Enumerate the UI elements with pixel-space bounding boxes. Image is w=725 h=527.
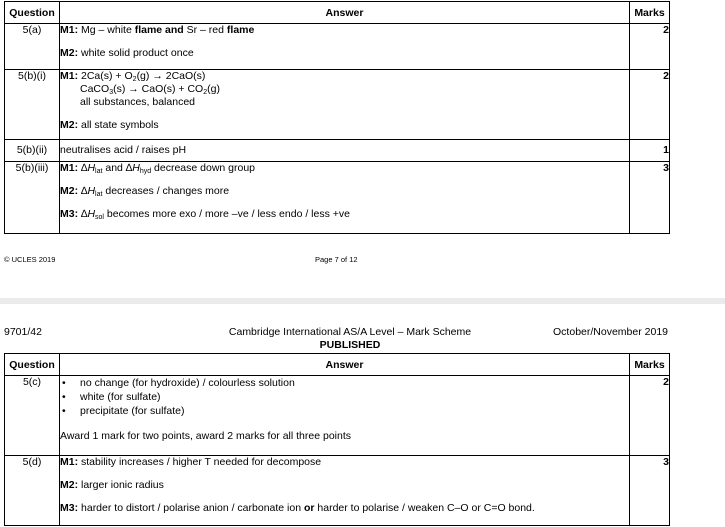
- question-cell: 5(b)(iii): [5, 162, 60, 234]
- table-row: [5, 162, 670, 234]
- marks-cell: 1: [630, 140, 670, 162]
- question-cell: 5(b)(i): [5, 70, 60, 140]
- answer-cell: M1: $2Ca(s) + O_2(g) \to 2CaO(s)$ CaCO$_3$(s) → $CaO(s) + CO_2(g)$ all substances, balanced M2: all state symbols: [60, 70, 630, 140]
- list-item: • no change (for hydroxide) / colourless solution: [60, 376, 629, 390]
- answer-header: Answer: [60, 354, 630, 376]
- page-separator: [0, 298, 725, 304]
- marks-header: Marks: [630, 354, 670, 376]
- question-cell: 5(a): [5, 24, 60, 70]
- answer-cell: M1: $\Delta H_{lat}$ and $\Delta H_{hyd}$ decrease down group M2: $\Delta H_{lat}$ decreases / changes more M3: $\Delta H_{sol}$ becomes more exo / more –ve / less endo / less +ve: [60, 162, 630, 234]
- table-row: [5, 70, 670, 140]
- table-header-row: [5, 354, 670, 376]
- table-row: [5, 140, 670, 162]
- mark-scheme-table-top: [4, 1, 670, 234]
- marks-cell: 2: [630, 376, 670, 456]
- question-header: Question: [5, 2, 60, 24]
- table-header-row: [5, 2, 670, 24]
- answer-cell: • no change (for hydroxide) / colourless solution • white (for sulfate) • precipitate (for sulfate) Award 1 mark for two points, award 2 marks for all three points: [60, 376, 630, 456]
- page-header-title: Cambridge International AS/A Level – Mark Scheme PUBLISHED: [228, 326, 472, 351]
- answer-cell: M1: Mg – white flame and Sr – red flame M2: white solid product once: [60, 24, 630, 70]
- table-row: [5, 376, 670, 456]
- question-header: Question: [5, 354, 60, 376]
- paper-code: 9701/42: [4, 326, 42, 338]
- marks-header: Marks: [630, 2, 670, 24]
- question-cell: 5(d): [5, 456, 60, 526]
- list-item: • precipitate (for sulfate): [60, 404, 629, 418]
- question-cell: 5(c): [5, 376, 60, 456]
- marks-cell: 3: [630, 162, 670, 234]
- answer-header: Answer: [60, 2, 630, 24]
- marks-cell: 2: [630, 70, 670, 140]
- list-item: • white (for sulfate): [60, 390, 629, 404]
- question-cell: 5(b)(ii): [5, 140, 60, 162]
- answer-cell: neutralises acid / raises pH: [60, 140, 630, 162]
- mark-scheme-table-bottom: [4, 353, 670, 526]
- bullet-list: [60, 376, 629, 418]
- footer-page-number: Page 7 of 12: [315, 255, 358, 264]
- answer-cell: M1: stability increases / higher T needed for decompose M2: larger ionic radius M3: harder to distort / polarise anion / carbonate ion or harder to polarise / weaken C–O or C=O bond.: [60, 456, 630, 526]
- exam-session: October/November 2019: [553, 326, 668, 338]
- marks-cell: 2: [630, 24, 670, 70]
- marks-cell: 3: [630, 456, 670, 526]
- table-row: [5, 24, 670, 70]
- footer-copyright: © UCLES 2019: [4, 255, 56, 264]
- table-row: [5, 456, 670, 526]
